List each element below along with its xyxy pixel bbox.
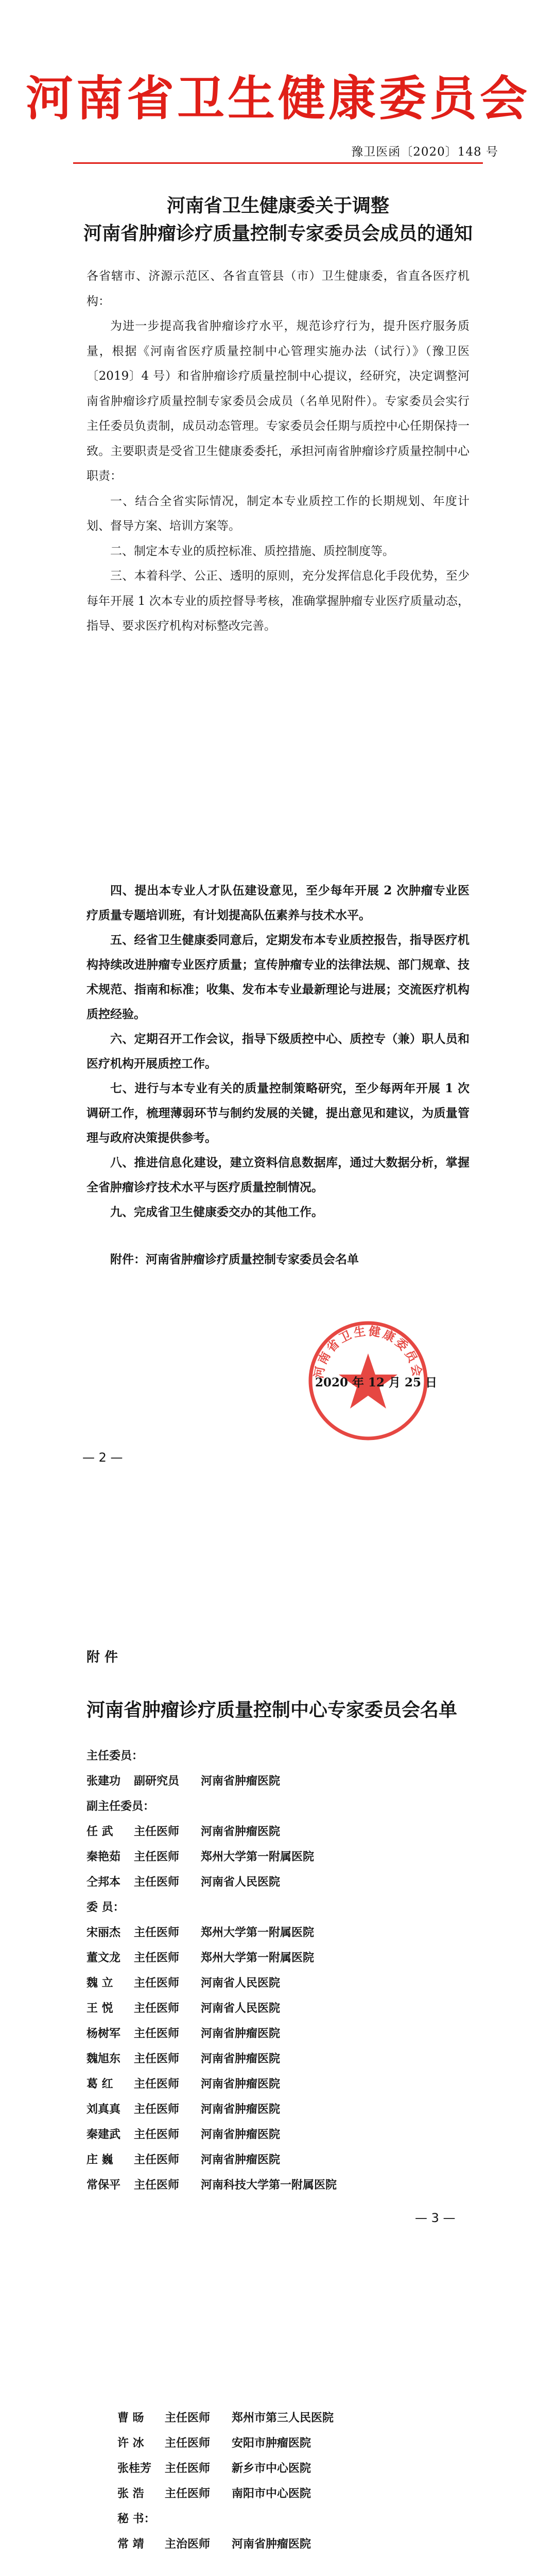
group-heading: 副主任委员： bbox=[86, 1800, 155, 1813]
roster-row bbox=[86, 2046, 337, 2072]
member-org: 河南省肿瘤医院 bbox=[201, 2153, 281, 2166]
page-number-3: — 3 — bbox=[415, 2211, 456, 2225]
member-rank: 主任医师 bbox=[134, 1976, 180, 1990]
masthead-divider bbox=[73, 162, 483, 164]
seal-text: 河南省卫生健康委员会 bbox=[312, 1324, 424, 1380]
roster-row bbox=[86, 2147, 337, 2173]
member-rank: 主任医师 bbox=[134, 2077, 180, 2091]
page-1 bbox=[0, 0, 556, 770]
addressee: 各省辖市、济源示范区、各省直管县（市）卫生健康委，省直各医疗机构： bbox=[86, 269, 470, 308]
notice-body-continued bbox=[86, 878, 470, 1272]
roster-row bbox=[86, 2173, 337, 2198]
document-number: 豫卫医函〔2020〕148 号 bbox=[351, 145, 498, 159]
member-org: 郑州大学第一附属医院 bbox=[201, 1850, 315, 1863]
roster-row bbox=[86, 1920, 337, 1945]
member-name: 刘真真 bbox=[86, 2103, 121, 2116]
member-name: 许 冰 bbox=[117, 2436, 144, 2450]
issue-date: 2020 年 12 月 25 日 bbox=[315, 1376, 438, 1389]
member-name: 魏 立 bbox=[86, 1976, 113, 1990]
member-rank: 副研究员 bbox=[134, 1774, 180, 1788]
duty-item-3: 三、本着科学、公正、透明的原则，充分发挥信息化手段优势，至少每年开展 1 次本专业的质控督导考核，准确掌握肿瘤专业医疗质量动态，指导、要求医疗机构对标整改完善。 bbox=[86, 569, 470, 633]
member-name: 王 悦 bbox=[86, 2002, 113, 2015]
member-org: 河南省肿瘤医院 bbox=[201, 1774, 281, 1788]
member-rank: 主任医师 bbox=[134, 1850, 180, 1863]
page-number-2: — 2 — bbox=[82, 1450, 123, 1465]
member-org: 郑州大学第一附属医院 bbox=[201, 1951, 315, 1964]
roster-row bbox=[86, 1971, 337, 1996]
member-name: 宋丽杰 bbox=[86, 1926, 121, 1939]
member-name: 杨树军 bbox=[86, 2027, 121, 2040]
roster-row bbox=[86, 1844, 337, 1870]
roster-row bbox=[86, 1870, 337, 1895]
roster-row bbox=[86, 1769, 337, 1794]
member-rank: 主任医师 bbox=[134, 2153, 180, 2166]
roster-row bbox=[86, 2021, 337, 2046]
committee-roster-continued bbox=[117, 2405, 334, 2557]
duty-item-5: 五、经省卫生健康委同意后，定期发布本专业质控报告，指导医疗机构持续改进肿瘤专业医疗质量；宣传肿瘤专业的法律法规、部门规章、技术规范、指南和标准；收集、发布本专业最新理论与进展；交流医疗机构质控经验。 bbox=[86, 933, 470, 1021]
notice-title-line-1: 河南省卫生健康委关于调整 bbox=[166, 195, 389, 216]
member-rank: 主治医师 bbox=[165, 2537, 211, 2551]
roster-row bbox=[86, 2097, 337, 2122]
duty-item-2: 二、制定本专业的质控标准、质控措施、质控制度等。 bbox=[110, 544, 394, 558]
duty-item-1: 一、结合全省实际情况，制定本专业质控工作的长期规划、年度计划、督导方案、培训方案等。 bbox=[86, 494, 470, 533]
roster-row bbox=[117, 2481, 334, 2506]
roster-row bbox=[86, 1819, 337, 1844]
member-name: 董文龙 bbox=[86, 1951, 121, 1964]
roster-row bbox=[86, 1945, 337, 1971]
member-rank: 主任医师 bbox=[134, 2027, 180, 2040]
duty-item-4: 四、提出本专业人才队伍建设意见，至少每年开展 2 次肿瘤专业医疗质量专题培训班，有计划提高队伍素养与技术水平。 bbox=[86, 884, 470, 922]
group-heading: 秘 书： bbox=[117, 2512, 155, 2526]
member-name: 曹 旸 bbox=[117, 2411, 144, 2425]
member-org: 河南省肿瘤医院 bbox=[232, 2537, 311, 2551]
member-org: 新乡市中心医院 bbox=[232, 2462, 311, 2475]
member-name: 庄 巍 bbox=[86, 2153, 113, 2166]
duty-item-7: 七、进行与本专业有关的质量控制策略研究，至少每两年开展 1 次调研工作，梳理薄弱环节与制约发展的关键，提出意见和建议，为质量管理与政府决策提供参考。 bbox=[86, 1081, 470, 1145]
attachment-note: 附件：河南省肿瘤诊疗质量控制专家委员会名单 bbox=[110, 1252, 359, 1266]
notice-body bbox=[86, 264, 470, 639]
member-name: 张建功 bbox=[86, 1774, 121, 1788]
paragraph-intro: 为进一步提高我省肿瘤诊疗水平，规范诊疗行为，提升医疗服务质量，根据《河南省医疗质量控制中心管理实施办法（试行）》（豫卫医〔2019〕4 号）和省肿瘤诊疗质量控制中心提议，经研究，决定调整河南省肿瘤诊疗质量控制专家委员会成员（名单见附件）。专家委员会实行主任委员负责制，成员动态管理。专家委员会任期与质控中心任期保持一致。主要职责是受省卫生健康委委托，承担河南省肿瘤诊疗质量控制中心职责： bbox=[86, 319, 470, 483]
member-org: 郑州市第三人民医院 bbox=[232, 2411, 334, 2425]
roster-row bbox=[117, 2431, 334, 2456]
member-org: 郑州大学第一附属医院 bbox=[201, 1926, 315, 1939]
member-name: 仝邦本 bbox=[86, 1875, 121, 1889]
member-org: 南阳市中心医院 bbox=[232, 2487, 311, 2500]
member-rank: 主任医师 bbox=[165, 2411, 211, 2425]
member-org: 河南省肿瘤医院 bbox=[201, 1825, 281, 1838]
member-name: 任 武 bbox=[86, 1825, 113, 1838]
committee-roster bbox=[86, 1743, 337, 2198]
member-org: 河南省人民医院 bbox=[201, 2002, 281, 2015]
member-name: 常保平 bbox=[86, 2178, 121, 2192]
annex-label: 附 件 bbox=[86, 1650, 118, 1665]
annex-title: 河南省肿瘤诊疗质量控制中心专家委员会名单 bbox=[86, 1699, 458, 1721]
roster-row bbox=[86, 1996, 337, 2021]
member-rank: 主任医师 bbox=[134, 1951, 180, 1964]
duty-item-6: 六、定期召开工作会议，指导下级质控中心、质控专（兼）职人员和医疗机构开展质控工作。 bbox=[86, 1032, 470, 1071]
masthead-title: 河南省卫生健康委员会 bbox=[25, 71, 530, 126]
member-org: 河南省人民医院 bbox=[201, 1875, 281, 1889]
member-name: 张桂芳 bbox=[117, 2462, 152, 2475]
roster-row bbox=[117, 2532, 334, 2557]
member-rank: 主任医师 bbox=[134, 2103, 180, 2116]
group-heading: 主任委员： bbox=[86, 1749, 144, 1762]
duty-item-9: 九、完成省卫生健康委交办的其他工作。 bbox=[110, 1205, 323, 1219]
member-rank: 主任医师 bbox=[134, 1875, 180, 1889]
member-org: 河南省肿瘤医院 bbox=[201, 2103, 281, 2116]
notice-title-line-2: 河南省肿瘤诊疗质量控制专家委员会成员的通知 bbox=[83, 223, 473, 244]
notice-title bbox=[0, 192, 556, 247]
member-name: 魏旭东 bbox=[86, 2052, 121, 2065]
roster-row bbox=[86, 2122, 337, 2147]
member-rank: 主任医师 bbox=[165, 2436, 211, 2450]
member-rank: 主任医师 bbox=[165, 2462, 211, 2475]
member-org: 河南科技大学第一附属医院 bbox=[201, 2178, 337, 2192]
member-org: 河南省肿瘤医院 bbox=[201, 2027, 281, 2040]
roster-row bbox=[86, 2072, 337, 2097]
member-rank: 主任医师 bbox=[134, 1825, 180, 1838]
member-org: 河南省肿瘤医院 bbox=[201, 2052, 281, 2065]
member-name: 常 靖 bbox=[117, 2537, 144, 2551]
group-heading: 委 员： bbox=[86, 1901, 125, 1914]
page-3 bbox=[0, 1538, 556, 2307]
member-org: 河南省人民医院 bbox=[201, 1976, 281, 1990]
member-rank: 主任医师 bbox=[134, 2002, 180, 2015]
member-org: 河南省肿瘤医院 bbox=[201, 2077, 281, 2091]
member-name: 秦建武 bbox=[86, 2128, 121, 2141]
member-rank: 主任医师 bbox=[134, 1926, 180, 1939]
member-name: 葛 红 bbox=[86, 2077, 113, 2091]
duty-item-8: 八、推进信息化建设，建立资料信息数据库，通过大数据分析，掌握全省肿瘤诊疗技术水平与医疗质量控制情况。 bbox=[86, 1156, 470, 1194]
member-name: 张 浩 bbox=[117, 2487, 144, 2500]
member-org: 河南省肿瘤医院 bbox=[201, 2128, 281, 2141]
roster-row bbox=[117, 2456, 334, 2481]
member-rank: 主任医师 bbox=[134, 2178, 180, 2192]
member-name: 秦艳茹 bbox=[86, 1850, 121, 1863]
member-rank: 主任医师 bbox=[134, 2052, 180, 2065]
page-2 bbox=[0, 770, 556, 1538]
member-rank: 主任医师 bbox=[134, 2128, 180, 2141]
roster-row bbox=[117, 2405, 334, 2431]
page-4 bbox=[0, 2307, 556, 2576]
member-rank: 主任医师 bbox=[165, 2487, 211, 2500]
member-org: 安阳市肿瘤医院 bbox=[232, 2436, 311, 2450]
